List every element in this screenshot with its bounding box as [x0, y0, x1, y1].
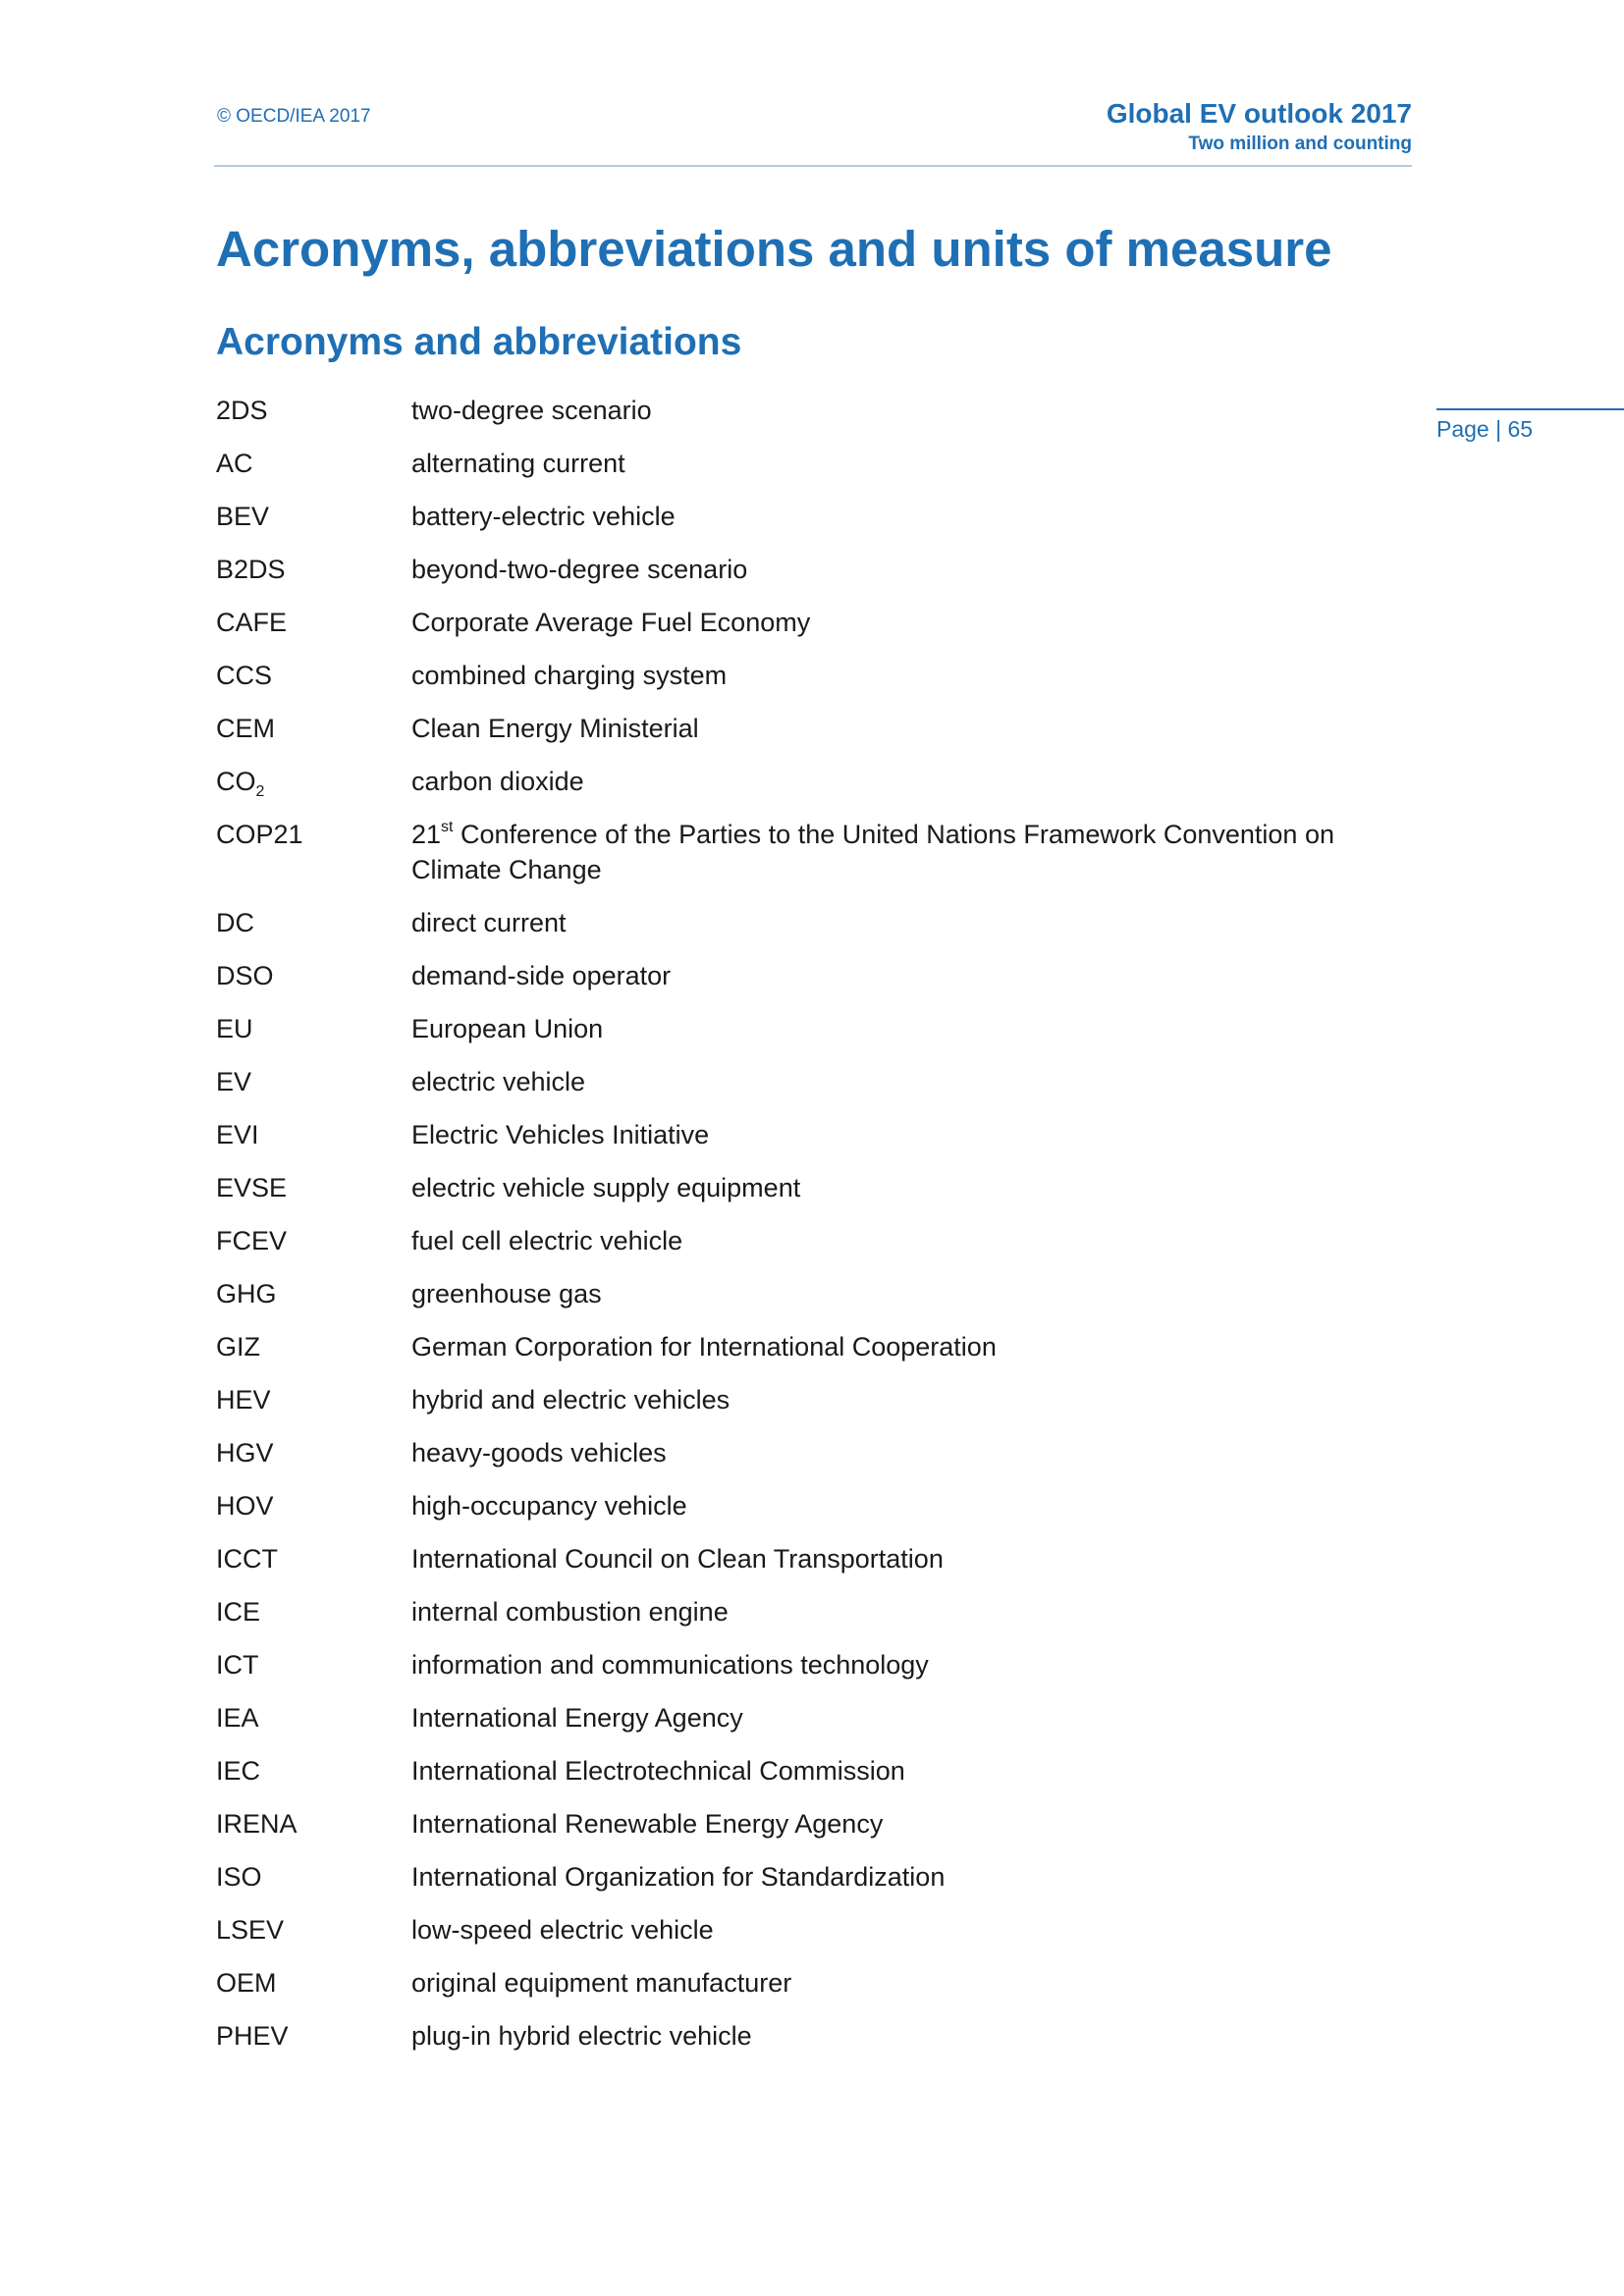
acronym-definition-text: European Union [411, 1014, 604, 1043]
page-number: Page | 65 [1436, 416, 1534, 442]
acronym-definition-text: information and communications technology [411, 1650, 929, 1680]
acronym-term [216, 764, 411, 799]
acronym-row [216, 1170, 1414, 1205]
acronym-term [216, 1223, 411, 1258]
acronym-row [216, 711, 1414, 746]
header-divider [214, 165, 1412, 167]
acronym-definition-text: International Renewable Energy Agency [411, 1809, 884, 1839]
acronym-definition-text: fuel cell electric vehicle [411, 1226, 683, 1255]
acronym-row [216, 958, 1414, 993]
acronym-definition-text: International Council on Clean Transportation [411, 1544, 944, 1574]
acronym-term-text: COP21 [216, 820, 303, 849]
acronym-row [216, 1276, 1414, 1311]
acronym-definition [411, 1382, 1414, 1417]
acronym-term [216, 393, 411, 428]
page-number-divider [1436, 408, 1624, 410]
acronym-definition-text: internal combustion engine [411, 1597, 729, 1627]
acronym-row [216, 499, 1414, 534]
acronym-definition [411, 1170, 1414, 1205]
acronym-definition [411, 905, 1414, 940]
acronym-term-text: IEA [216, 1703, 259, 1733]
acronym-term-text: CAFE [216, 608, 288, 637]
acronym-row [216, 658, 1414, 693]
acronym-definition [411, 1965, 1414, 2001]
acronym-row [216, 1382, 1414, 1417]
document-title: Global EV outlook 2017 [1106, 98, 1412, 129]
acronym-list [216, 393, 1414, 2071]
acronym-term-text: GHG [216, 1279, 277, 1308]
acronym-definition [411, 1859, 1414, 1895]
acronym-term-text: DC [216, 908, 254, 937]
acronym-row [216, 1594, 1414, 1629]
acronym-definition-text: alternating current [411, 449, 625, 478]
acronym-definition [411, 1753, 1414, 1789]
acronym-term [216, 1965, 411, 2001]
running-header [1107, 96, 1412, 157]
acronym-definition-superscript: st [441, 819, 454, 835]
page-title: Acronyms, abbreviations and units of measure [216, 221, 1332, 277]
acronym-term [216, 1064, 411, 1099]
acronym-definition-text: demand-side operator [411, 961, 672, 990]
acronym-term-text: EVSE [216, 1173, 288, 1202]
acronym-term [216, 499, 411, 534]
acronym-term [216, 1753, 411, 1789]
acronym-term-text: HGV [216, 1438, 274, 1468]
acronym-term-subscript: 2 [255, 783, 265, 800]
acronym-row [216, 1011, 1414, 1046]
acronym-definition [411, 552, 1414, 587]
acronym-definition [411, 1223, 1414, 1258]
acronym-row [216, 1488, 1414, 1523]
acronym-term-text: EV [216, 1067, 252, 1096]
acronym-term [216, 1647, 411, 1682]
acronym-definition-prefix: 21 [411, 820, 442, 849]
acronym-definition-text: Conference of the Parties to the United Nations Framework Convention on Climate Change [411, 820, 1334, 884]
acronym-definition [411, 764, 1414, 799]
acronym-term [216, 1011, 411, 1046]
acronym-definition-text: electric vehicle supply equipment [411, 1173, 801, 1202]
section-title: Acronyms and abbreviations [216, 321, 742, 363]
acronym-definition [411, 1011, 1414, 1046]
acronym-definition [411, 711, 1414, 746]
acronym-definition-text: beyond-two-degree scenario [411, 555, 748, 584]
acronym-definition [411, 2018, 1414, 2054]
acronym-term-text: PHEV [216, 2021, 289, 2051]
acronym-definition [411, 817, 1414, 887]
acronym-definition-text: high-occupancy vehicle [411, 1491, 687, 1521]
acronym-term-text: ICE [216, 1597, 261, 1627]
acronym-definition [411, 1117, 1414, 1152]
acronym-definition-text: hybrid and electric vehicles [411, 1385, 731, 1415]
acronym-row [216, 1700, 1414, 1735]
acronym-term [216, 1806, 411, 1842]
acronym-row [216, 1859, 1414, 1895]
acronym-term-text: HOV [216, 1491, 274, 1521]
acronym-term [216, 1435, 411, 1470]
acronym-term [216, 658, 411, 693]
acronym-definition [411, 1276, 1414, 1311]
acronym-definition-text: direct current [411, 908, 567, 937]
acronym-definition-text: heavy-goods vehicles [411, 1438, 667, 1468]
acronym-row [216, 1223, 1414, 1258]
acronym-term [216, 711, 411, 746]
acronym-term-text: EU [216, 1014, 253, 1043]
acronym-term-text: OEM [216, 1968, 277, 1998]
acronym-definition [411, 1647, 1414, 1682]
acronym-term-text: ICCT [216, 1544, 278, 1574]
acronym-definition-text: electric vehicle [411, 1067, 586, 1096]
acronym-term [216, 1117, 411, 1152]
acronym-term [216, 1488, 411, 1523]
acronym-term-text: BEV [216, 502, 270, 531]
acronym-definition [411, 658, 1414, 693]
acronym-row [216, 552, 1414, 587]
acronym-definition [411, 1064, 1414, 1099]
acronym-definition [411, 605, 1414, 640]
acronym-term-text: CO [216, 767, 256, 796]
acronym-term [216, 1912, 411, 1948]
acronym-definition [411, 1912, 1414, 1948]
acronym-term [216, 958, 411, 993]
acronym-definition-text: greenhouse gas [411, 1279, 602, 1308]
acronym-term-text: DSO [216, 961, 274, 990]
acronym-term-text: LSEV [216, 1915, 285, 1945]
acronym-definition-text: two-degree scenario [411, 396, 652, 425]
acronym-term-text: AC [216, 449, 253, 478]
acronym-term [216, 1541, 411, 1576]
acronym-definition [411, 1806, 1414, 1842]
acronym-definition-text: low-speed electric vehicle [411, 1915, 714, 1945]
acronym-term-text: CCS [216, 661, 273, 690]
acronym-row [216, 393, 1414, 428]
acronym-definition-text: carbon dioxide [411, 767, 584, 796]
acronym-term [216, 905, 411, 940]
acronym-term [216, 552, 411, 587]
acronym-row [216, 764, 1414, 799]
acronym-row [216, 1541, 1414, 1576]
acronym-row [216, 1435, 1414, 1470]
acronym-term-text: ISO [216, 1862, 262, 1892]
acronym-definition-text: German Corporation for International Cooperation [411, 1332, 997, 1362]
acronym-definition-text: original equipment manufacturer [411, 1968, 792, 1998]
acronym-row [216, 446, 1414, 481]
acronym-term-text: 2DS [216, 396, 268, 425]
acronym-term-text: FCEV [216, 1226, 288, 1255]
acronym-definition-text: Corporate Average Fuel Economy [411, 608, 811, 637]
acronym-definition-text: battery-electric vehicle [411, 502, 676, 531]
acronym-row [216, 1329, 1414, 1364]
acronym-row [216, 1965, 1414, 2001]
acronym-row [216, 1117, 1414, 1152]
acronym-definition-text: plug-in hybrid electric vehicle [411, 2021, 752, 2051]
acronym-term-text: B2DS [216, 555, 286, 584]
acronym-definition [411, 393, 1414, 428]
acronym-row [216, 605, 1414, 640]
acronym-definition [411, 1541, 1414, 1576]
acronym-term [216, 1170, 411, 1205]
acronym-definition-text: International Electrotechnical Commission [411, 1756, 905, 1786]
acronym-definition [411, 446, 1414, 481]
acronym-term [216, 817, 411, 852]
acronym-row [216, 905, 1414, 940]
acronym-row [216, 1806, 1414, 1842]
acronym-term [216, 2018, 411, 2054]
acronym-term-text: HEV [216, 1385, 271, 1415]
acronym-row [216, 817, 1414, 887]
acronym-definition-text: International Energy Agency [411, 1703, 743, 1733]
acronym-row [216, 1647, 1414, 1682]
acronym-term [216, 1594, 411, 1629]
acronym-term [216, 446, 411, 481]
acronym-term [216, 1382, 411, 1417]
acronym-definition [411, 958, 1414, 993]
acronym-term [216, 605, 411, 640]
acronym-row [216, 2018, 1414, 2054]
acronym-definition [411, 1488, 1414, 1523]
acronym-term [216, 1700, 411, 1735]
acronym-row [216, 1753, 1414, 1789]
acronym-term-text: CEM [216, 714, 275, 743]
acronym-term-text: GIZ [216, 1332, 260, 1362]
document-subtitle: Two million and counting [1188, 133, 1412, 154]
acronym-definition [411, 1329, 1414, 1364]
acronym-definition [411, 1700, 1414, 1735]
acronym-definition-text: International Organization for Standardization [411, 1862, 946, 1892]
acronym-term-text: ICT [216, 1650, 259, 1680]
acronym-definition-text: Clean Energy Ministerial [411, 714, 699, 743]
acronym-definition-text: Electric Vehicles Initiative [411, 1120, 710, 1149]
acronym-term-text: IEC [216, 1756, 261, 1786]
acronym-definition-text: combined charging system [411, 661, 728, 690]
acronym-term [216, 1276, 411, 1311]
acronym-term-text: EVI [216, 1120, 259, 1149]
acronym-definition [411, 1435, 1414, 1470]
acronym-row [216, 1912, 1414, 1948]
copyright-notice: © OECD/IEA 2017 [217, 106, 371, 127]
acronym-definition [411, 499, 1414, 534]
acronym-term [216, 1329, 411, 1364]
acronym-definition [411, 1594, 1414, 1629]
acronym-term [216, 1859, 411, 1895]
acronym-row [216, 1064, 1414, 1099]
acronym-term-text: IRENA [216, 1809, 298, 1839]
